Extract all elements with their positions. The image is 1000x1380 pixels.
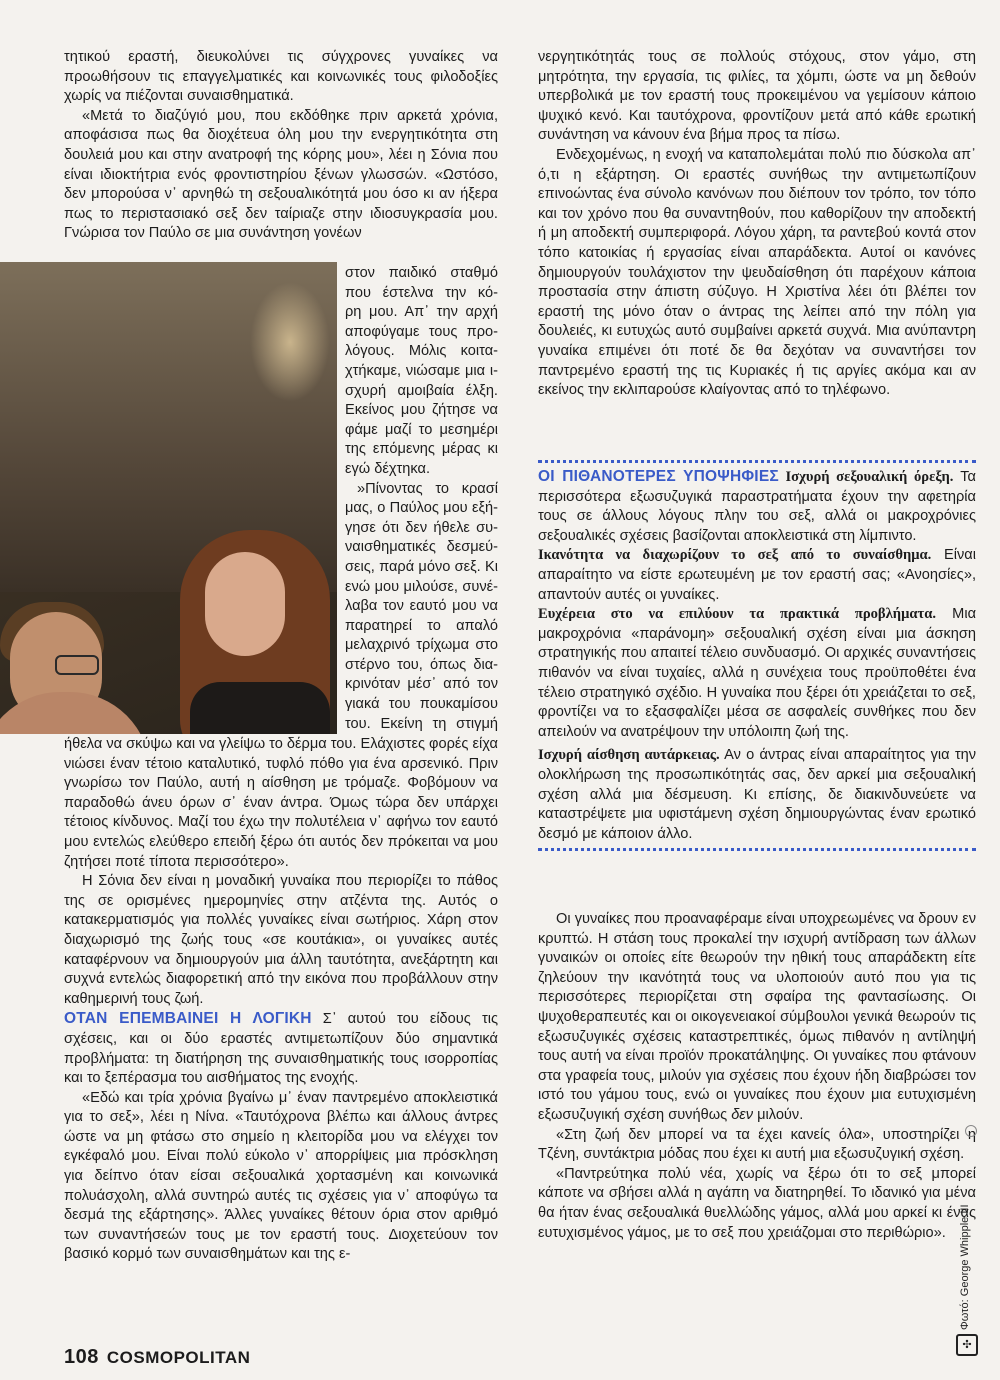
wrap-line: Εκείνος μου ζήτησε να [345, 402, 498, 419]
sidebar-item-1: ΟΙ ΠΙΘΑΝΟΤΕΡΕΣ ΥΠΟΨΗΦΙΕΣ Ισχυρή σεξουαλική όρεξη. Τα περισσότερα εξωσυζυγικά παραστρατήματα έχουν την αφετηρία τους σε άλλους λόγους πλην του σεξ, αλλά οι μακροχρόνιες σεξουαλικές σχέσεις βασίζονται αποκλειστικά στη λίμπιντο. [538, 468, 976, 544]
wrap-line: στέρνο του, όπως δια- [345, 656, 498, 673]
left-paragraph-2: «Μετά το διαζύγιό μου, που εκδόθηκε πριν αρκετά χρόνια, αποφάσισα πως θα διοχέτευα όλη μου την ενεργητικότητα στη δουλειά μου και στην ανατροφή της κόρης μου», λέει η Σόνια που είναι ιδιοκτήτρια ενός φροντιστηρίου ξένων γλωσσών. «Ωστόσο, δεν μπορούσα ν᾽ αρνηθώ τη σεξουαλικότητά μου όσο κι αν ήξερα πως το περιστασιακό σεξ δεν ταίριαζε στην ιδιοσυγκρασία μου. Γνώρισα τον Παύλο σε μια συνάντηση γονέων [64, 107, 498, 242]
right-paragraph-1: νεργητικότητάς τους σε πολλούς στόχους, στον γάμο, στη μητρότητα, την εργασία, τις φιλίες, τα χόμπι, ώστε να μη δεθούν υπερβολικά με τον εραστή τους προκειμένου να γεμίσουν κάποιο ψυχικό κενό. Και ταυτόχρονα, φροντίζουν μετά από κάθε ερωτική συνάντηση να κάνουν ένα βήμα προς τα πίσω. [538, 49, 976, 144]
right-paragraph-5: «Παντρεύτηκα πολύ νέα, χωρίς να ξέρω ότι το σεξ μπορεί κάποτε να σβήσει αλλά η αγάπη να διατηρηθεί. Το ιδανικό για μένα θα ήταν ένας σεξουαλικά θυελλώδης γάμος, αλλά μου αρκεί κι ένας ευτυχισμένος γάμος, με το σεξ που χρειάζομαι στο περιθώριο». [538, 1165, 976, 1241]
photo-wrap-text [345, 264, 498, 734]
magazine-name: COSMOPOLITAN [106, 1348, 251, 1367]
wrap-line: παρατηρεί το απαλό [345, 617, 498, 634]
wrap-line: του. Εκείνη τη στιγμή [345, 715, 498, 732]
wrap-line: χτήκαμε, νιώσαμε μια ι- [345, 362, 498, 379]
section-heading-logic: ΟΤΑΝ ΕΠΕΜΒΑΙΝΕΙ Η ΛΟΓΙΚΗ [64, 1010, 312, 1028]
page-footer [64, 1346, 250, 1369]
wrap-line: μελαχρινό τρίχωμα στο [345, 637, 498, 654]
sidebar-item-3: Ευχέρεια στο να επιλύουν τα πρακτικά προβλήματα. Μια μακροχρόνια «παράνομη» σεξουαλική σχέση είναι μια άσκηση στρατηγικής που απαιτεί τέλειο συνδυασμό. Οι αρχικές συναντήσεις πιθανόν να είναι τυχαίες, αλλά η συνέχεια τους προϋποθέτει ένα τέλειο στρατηγικό σχέδιο. Η γυναίκα που ξέρει ότι χρειάζεται το σεξ, φροντίζει να το εξασφαλίζει μέσα σε ασφαλείς συνθήκες που δεν απειλούν να ανατρέψουν την υπόλοιπη ζωή της. [538, 606, 977, 740]
sidebar-item-4: Ισχυρή αίσθηση αυτάρκειας. Αν ο άντρας είναι απαραίτητος για την ολοκλήρωση της προσωπικότητάς σας, δεν αρκεί μια σεξουαλική σχέση αλλά μια δέσμευση. Κι επίσης, δε διακινδυνεύετε να καταστρέψετε μια υφιστάμενη σχέση δημιουργώντας έναν ερωτικό δεσμό με κάποιον άλλο. [538, 747, 977, 842]
wrap-line: σεις, παρά μόνο σεξ. Κι [345, 558, 498, 575]
wrap-line: μας, ο Παύλος μου εξή- [345, 500, 498, 517]
end-mark-icon: ✣ [956, 1334, 978, 1356]
left-column-lower [64, 735, 498, 1265]
wrap-line: ενώ μου μιλούσε, συνέ- [345, 578, 498, 595]
sidebar-item-2: Ικανότητα να διαχωρίζουν το σεξ από το συναίσθημα. Είναι απαραίτητο να είστε ερωτευμένη με τον εραστή σας; «Ανοησίες», απαντούν αυτές οι γυναίκες. [538, 547, 976, 603]
wrap-line: στον παιδικό σταθμό [345, 265, 498, 281]
wrap-line: αποφύγαμε τους προ- [345, 323, 498, 340]
candidates-sidebar [538, 460, 976, 851]
wrap-line: σχυρή αμοιβαία έλξη. [345, 382, 498, 399]
right-paragraph-2: Ενδεχομένως, η ενοχή να καταπολεμάται πολύ πιο δύσκολα απ᾽ ό,τι η εξάρτηση. Οι εραστές συνήθως την αντιμετωπίζουν επινοώντας ένα σύνολο κανόνων που διέπουν τον τρόπο, τον τόπο και τον χρόνο που θα συναντηθούν, που καθορίζουν την αποδεκτή ή μη αποδεκτή συμπεριφορά. Λόγου χάρη, τα ραντεβού κοντά στον τόπο κατοικίας ή εργασίας είναι απαράδεκτα. Αυτοί οι κανόνες δημιουργούν τουλάχιστον την ψευδαίσθηση ότι παρέχουν κάποια προστασία στην άπιστη σύζυγο. Η Χριστίνα λέει ότι βλέπει τον εραστή της μόνο όταν ο άντρας της λείπει από την πόλη για δουλειές, κι ευτυχώς αυτό συμβαίνει αρκετά συχνά. Μια ανύπαντρη γυναίκα επιμένει ότι ποτέ δε θα δεχόταν να συναντήσει τον παντρεμένο εραστή της τις Κυριακές ή τις αργίες ακόμα και αν εκείνος την εκλιπαρούσε κλαίγοντας από το τηλέφωνο. [538, 146, 976, 399]
binder-hole [965, 1125, 977, 1137]
wrap-line: λόγους. Μόλις κοιτα- [345, 343, 498, 360]
right-paragraph-3: Οι γυναίκες που προαναφέραμε είναι υποχρεωμένες να δρουν εν κρυπτώ. Η στάση τους προκαλεί την ισχυρή αντίδραση των άλλων γυναικών οι οποίες είτε θεωρούν την ηθική τους απαράδεκτη είτε ζηλεύουν την ικανότητά τους να υλοποιούν αυτό που για τις περισσότερες περιορίζεται στη σφαίρα της φαντασίωσης. Οι ψυχοθεραπευτές και οι οικογενειακοί σύμβουλοι γενικά θεωρούν τις εξωσυζυγικές σχέσεις καταστρεπτικές, όμως πιθανόν η αντίληψή τους αυτή να είναι προϊόν προκατάληψης. Οι γυναίκες που φτάνουν στα γραφεία τους, μιλούν για σχέσεις που έχουν ήδη διαβρώσει τον ιστό του γάμου τους, ενώ οι γυναίκες που έχουν μια ευτυχισμένη εξωσυζυγική σχέση συνήθως δεν μιλούν. [538, 911, 976, 1123]
wrap-line: ρη μου. Απ᾽ την αρχή [345, 304, 498, 321]
wrap-line: εγώ δέχτηκα. [345, 460, 431, 477]
right-column-lower [538, 910, 976, 1243]
wrap-line: »Πίνοντας το κρασί [357, 480, 498, 497]
wrap-line: γιακά του πουκαμίσου [345, 696, 498, 713]
left-column [64, 48, 498, 244]
wrap-line: που έστελνα την κό- [345, 284, 498, 301]
photo-credit: Φωτό: George Whipple III [959, 1204, 971, 1330]
wrap-line: της επόμενης μέρας κι [345, 441, 498, 458]
wrap-line: φάμε μαζί το μεσημέρι [345, 421, 498, 438]
left-paragraph-4: Η Σόνια δεν είναι η μοναδική γυναίκα που περιορίζει το πάθος της σε ορισμένες ημερομηνίες στην ατζέντα της. Αυτός ο κατακερματισμός για πολλές γυναίκες είναι σωτήριος. Χάρη στον διαχωρισμό της ζωής τους «σε κουτάκια», οι γυναίκες αυτές καταφέρνουν να δημιουργούν μια άλλη ταυτότητα, ανεξάρτητη και συχνά εντελώς διαφορετική από την εικόνα που προβάλλουν στην καθημερινή τους ζωή. [64, 873, 498, 1007]
sidebar-top-rule [538, 460, 976, 463]
sidebar-heading: ΟΙ ΠΙΘΑΝΟΤΕΡΕΣ ΥΠΟΨΗΦΙΕΣ [538, 468, 779, 485]
couple-photo [0, 262, 337, 734]
wrap-line: ναισθηματικές δεσμεύ- [345, 539, 498, 556]
wrap-line: γησε ότι δεν ήθελε συ- [345, 519, 498, 536]
right-column [538, 48, 976, 401]
sidebar-bottom-rule [538, 848, 976, 851]
right-paragraph-4: «Στη ζωή δεν μπορεί να τα έχει κανείς όλα», υποστηρίζει η Τζένη, συντάκτρια μόδας που έχει κι αυτή μια εξωσυζυγική σχέση. [538, 1126, 976, 1163]
left-paragraph-6: «Εδώ και τρία χρόνια βγαίνω μ᾽ έναν παντρεμένο αποκλειστικά για το σεξ», λέει η Νίνα. «Ταυτόχρονα βλέπω και άλλους άντρες ώστε να μη φτάσω στο σημείο η κλειτορίδα μου να ελέγχει τον εγκέφαλό μου. Είναι πολύ εύκολο ν᾽ απορρίψεις μια πρόσκληση για δείπνο όταν είσαι σεξουαλικά χορτασμένη και κοινωνικά πολυάσχολη, αλλά συντηρώ αυτές τις σχέσεις για ν᾽ αποφύγω τα δεσμά της εξάρτησης». Άλλες γυναίκες θέτουν όρια στον αριθμό των συναντήσεών τους με τον εραστή τους. Διοχετεύουν τον βασικό κορμό των συναισθημάτων και της ε- [64, 1089, 498, 1263]
left-paragraph-1: τητικού εραστή, διευκολύνει τις σύγχρονες γυναίκες να προωθήσουν τις επαγγελματικές και κοινωνικές τους φιλοδοξίες χωρίς να πιέζονται συναισθηματικά. [64, 49, 498, 105]
page-number: 108 [64, 1346, 99, 1368]
left-paragraph-5: ΟΤΑΝ ΕΠΕΜΒΑΙΝΕΙ Η ΛΟΓΙΚΗ Σ᾽ αυτού του είδους τις σχέσεις, και οι δύο εραστές αντιμετωπίζουν δύο σημαντικά προβλήματα: τη διατήρηση της συναισθηματικής τους ισορροπίας και το ξεπέρασμα του αισθήματος της ενοχής. [64, 1010, 498, 1087]
wrap-line: λαβα τον εαυτό μου να [345, 598, 498, 615]
wrap-line: κρινόταν μέσ᾽ από τον [345, 676, 498, 693]
left-paragraph-3: ήθελα να σκύψω και να γλείψω το δέρμα του. Ελάχιστες φορές είχα νιώσει έναν τέτοιο καταλυτικό, τυφλό πόθο για ένα αρσενικό. Πριν γνωρίσω τον Παύλο, αυτή η αίσθηση με τρόμαζε. Φοβόμουν να παραδοθώ άνευ όρων σ᾽ έναν άντρα. Όμως τώρα δεν υπάρχει τέτοιος κίνδυνος. Μαζί του έχω την πολυτέλεια ν᾽ αφήνω τον εαυτό μου εντελώς ελεύθερο επειδή ξέρω ότι αυτός δεν πρόκειται να μου ζητήσει ποτέ τίποτα περισσότερο». [64, 736, 498, 870]
